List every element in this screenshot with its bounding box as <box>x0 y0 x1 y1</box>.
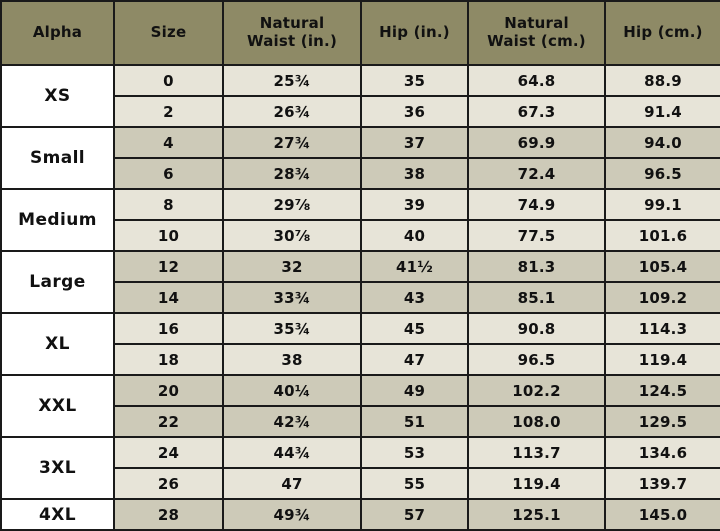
size-cell: 8 <box>114 189 223 220</box>
natural-waist-cm-cell: 90.8 <box>468 313 605 344</box>
natural-waist-in-cell: 47 <box>223 468 361 499</box>
hip-in-cell: 45 <box>361 313 468 344</box>
natural-waist-in-cell: 27¾ <box>223 127 361 158</box>
natural-waist-in-cell: 26¾ <box>223 96 361 127</box>
table-header <box>1 1 720 65</box>
header-line: Hip (in.) <box>379 23 450 42</box>
hip-cm-cell: 91.4 <box>605 96 720 127</box>
hip-in-cell: 57 <box>361 499 468 530</box>
natural-waist-cm-cell: 96.5 <box>468 344 605 375</box>
hip-cm-cell: 99.1 <box>605 189 720 220</box>
natural-waist-cm-cell: 85.1 <box>468 282 605 313</box>
hip-in-cell: 35 <box>361 65 468 96</box>
table-row <box>1 375 720 406</box>
hip-in-cell: 43 <box>361 282 468 313</box>
natural-waist-in-cell: 49¾ <box>223 499 361 530</box>
hip-in-cell: 49 <box>361 375 468 406</box>
size-cell: 0 <box>114 65 223 96</box>
column-header-size <box>114 1 223 65</box>
hip-in-cell: 41½ <box>361 251 468 282</box>
hip-cm-cell: 109.2 <box>605 282 720 313</box>
column-header-natural-waist-cm <box>468 1 605 65</box>
column-header-alpha <box>1 1 114 65</box>
table-row <box>1 251 720 282</box>
natural-waist-cm-cell: 67.3 <box>468 96 605 127</box>
natural-waist-cm-cell: 119.4 <box>468 468 605 499</box>
hip-cm-cell: 105.4 <box>605 251 720 282</box>
size-cell: 28 <box>114 499 223 530</box>
hip-in-cell: 40 <box>361 220 468 251</box>
hip-cm-cell: 101.6 <box>605 220 720 251</box>
header-line: Size <box>150 23 187 42</box>
alpha-size-cell: XL <box>1 313 114 375</box>
natural-waist-cm-cell: 108.0 <box>468 406 605 437</box>
size-cell: 16 <box>114 313 223 344</box>
hip-in-cell: 36 <box>361 96 468 127</box>
hip-in-cell: 39 <box>361 189 468 220</box>
size-cell: 20 <box>114 375 223 406</box>
size-cell: 22 <box>114 406 223 437</box>
table-row <box>1 65 720 96</box>
header-line: Waist (in.) <box>246 32 338 50</box>
alpha-size-cell: 3XL <box>1 437 114 499</box>
table-row <box>1 189 720 220</box>
alpha-size-cell: XS <box>1 65 114 127</box>
header-row <box>1 1 720 65</box>
hip-cm-cell: 134.6 <box>605 437 720 468</box>
hip-in-cell: 55 <box>361 468 468 499</box>
hip-in-cell: 47 <box>361 344 468 375</box>
size-cell: 24 <box>114 437 223 468</box>
hip-cm-cell: 96.5 <box>605 158 720 189</box>
natural-waist-in-cell: 33¾ <box>223 282 361 313</box>
hip-cm-cell: 88.9 <box>605 65 720 96</box>
natural-waist-in-cell: 44¾ <box>223 437 361 468</box>
hip-cm-cell: 119.4 <box>605 344 720 375</box>
natural-waist-cm-cell: 72.4 <box>468 158 605 189</box>
natural-waist-cm-cell: 77.5 <box>468 220 605 251</box>
natural-waist-cm-cell: 81.3 <box>468 251 605 282</box>
size-cell: 18 <box>114 344 223 375</box>
natural-waist-in-cell: 29⅞ <box>223 189 361 220</box>
hip-in-cell: 38 <box>361 158 468 189</box>
hip-cm-cell: 94.0 <box>605 127 720 158</box>
alpha-size-cell: 4XL <box>1 499 114 530</box>
natural-waist-cm-cell: 113.7 <box>468 437 605 468</box>
natural-waist-in-cell: 28¾ <box>223 158 361 189</box>
natural-waist-cm-cell: 125.1 <box>468 499 605 530</box>
size-cell: 4 <box>114 127 223 158</box>
hip-cm-cell: 139.7 <box>605 468 720 499</box>
natural-waist-cm-cell: 102.2 <box>468 375 605 406</box>
natural-waist-cm-cell: 74.9 <box>468 189 605 220</box>
size-cell: 14 <box>114 282 223 313</box>
natural-waist-in-cell: 40¼ <box>223 375 361 406</box>
natural-waist-cm-cell: 69.9 <box>468 127 605 158</box>
header-line: Natural <box>259 14 325 33</box>
natural-waist-in-cell: 35¾ <box>223 313 361 344</box>
alpha-size-cell: Large <box>1 251 114 313</box>
size-cell: 12 <box>114 251 223 282</box>
natural-waist-in-cell: 42¾ <box>223 406 361 437</box>
alpha-size-cell: XXL <box>1 375 114 437</box>
hip-cm-cell: 114.3 <box>605 313 720 344</box>
header-line: Alpha <box>32 23 83 42</box>
alpha-size-cell: Medium <box>1 189 114 251</box>
hip-cm-cell: 124.5 <box>605 375 720 406</box>
natural-waist-in-cell: 38 <box>223 344 361 375</box>
header-line: Natural <box>504 14 569 33</box>
hip-cm-cell: 145.0 <box>605 499 720 530</box>
size-cell: 2 <box>114 96 223 127</box>
header-line: Waist (cm.) <box>487 32 586 50</box>
header-line: Hip (cm.) <box>623 23 703 42</box>
natural-waist-in-cell: 30⅞ <box>223 220 361 251</box>
natural-waist-cm-cell: 64.8 <box>468 65 605 96</box>
table-row <box>1 127 720 158</box>
natural-waist-in-cell: 32 <box>223 251 361 282</box>
table-row <box>1 499 720 530</box>
column-header-hip-in <box>361 1 468 65</box>
table-row <box>1 313 720 344</box>
size-cell: 10 <box>114 220 223 251</box>
hip-in-cell: 51 <box>361 406 468 437</box>
table-row <box>1 437 720 468</box>
hip-in-cell: 53 <box>361 437 468 468</box>
hip-cm-cell: 129.5 <box>605 406 720 437</box>
hip-in-cell: 37 <box>361 127 468 158</box>
column-header-hip-cm <box>605 1 720 65</box>
natural-waist-in-cell: 25¾ <box>223 65 361 96</box>
alpha-size-cell: Small <box>1 127 114 189</box>
column-header-natural-waist-in <box>223 1 361 65</box>
table-body <box>1 65 720 530</box>
size-cell: 26 <box>114 468 223 499</box>
size-cell: 6 <box>114 158 223 189</box>
